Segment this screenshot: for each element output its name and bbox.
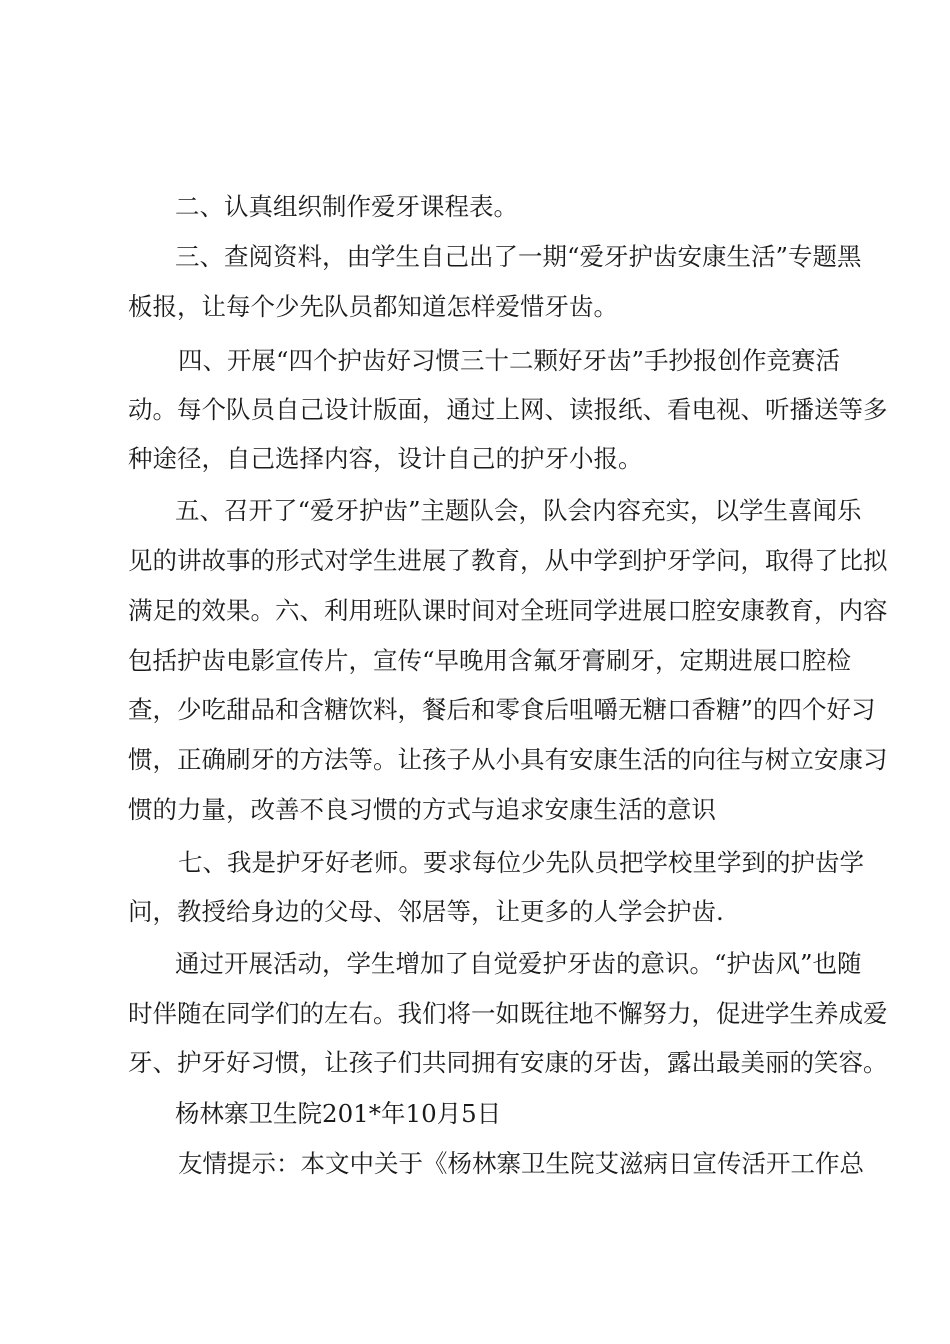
paragraph-5-line-4: 包括护齿电影宣传片，宣传“早晚用含氟牙膏刷牙，定期进展口腔检 <box>128 646 852 675</box>
paragraph-4-line-2: 动。每个队员自己设计版面，通过上网、读报纸、看电视、听播送等多 <box>128 395 888 424</box>
paragraph-5-line-2: 见的讲故事的形式对学生进展了教育，从中学到护牙学问，取得了比拟 <box>128 546 888 575</box>
paragraph-2-line-1: 二、认真组织制作爱牙课程表。 <box>175 192 518 221</box>
paragraph-summary-line-2: 时伴随在同学们的左右。我们将一如既往地不懈努力，促进学生养成爱 <box>128 999 888 1028</box>
paragraph-5-line-6: 惯，正确刷牙的方法等。让孩子从小具有安康生活的向往与树立安康习 <box>128 745 888 774</box>
paragraph-3-line-1: 三、查阅资料，由学生自己出了一期“爱牙护齿安康生活”专题黑 <box>175 242 862 271</box>
paragraph-5-line-3: 满足的效果。六、利用班队课时间对全班同学进展口腔安康教育，内容 <box>128 596 888 625</box>
paragraph-5-line-1: 五、召开了“爱牙护齿”主题队会，队会内容充实，以学生喜闻乐 <box>175 496 862 525</box>
paragraph-summary-line-3: 牙、护牙好习惯，让孩子们共同拥有安康的牙齿，露出最美丽的笑容。 <box>128 1048 888 1077</box>
paragraph-5-line-5: 查，少吃甜品和含糖饮料，餐后和零食后咀嚼无糖口香糖”的四个好习 <box>128 695 876 724</box>
paragraph-3-line-2: 板报，让每个少先队员都知道怎样爱惜牙齿。 <box>128 292 618 321</box>
paragraph-summary-line-1: 通过开展活动，学生增加了自觉爱护牙齿的意识。“护齿风”也随 <box>175 949 862 978</box>
paragraph-4-line-1: 四、开展“四个护齿好习惯三十二颗好牙齿”手抄报创作竞赛活 <box>178 346 841 375</box>
paragraph-4-line-3: 种途径，自己选择内容，设计自己的护牙小报。 <box>128 444 643 473</box>
signature-date-line: 杨林寨卫生院201*年10月5日 <box>175 1099 502 1128</box>
friendly-tip-line: 友情提示：本文中关于《杨林寨卫生院艾滋病日宣传活开工作总 <box>178 1149 864 1178</box>
paragraph-5-line-7: 惯的力量，改善不良习惯的方式与追求安康生活的意识 <box>128 795 716 824</box>
paragraph-7-line-2: 问，教授给身边的父母、邻居等，让更多的人学会护齿. <box>128 897 724 926</box>
paragraph-7-line-1: 七、我是护牙好老师。要求每位少先队员把学校里学到的护齿学 <box>178 848 864 877</box>
